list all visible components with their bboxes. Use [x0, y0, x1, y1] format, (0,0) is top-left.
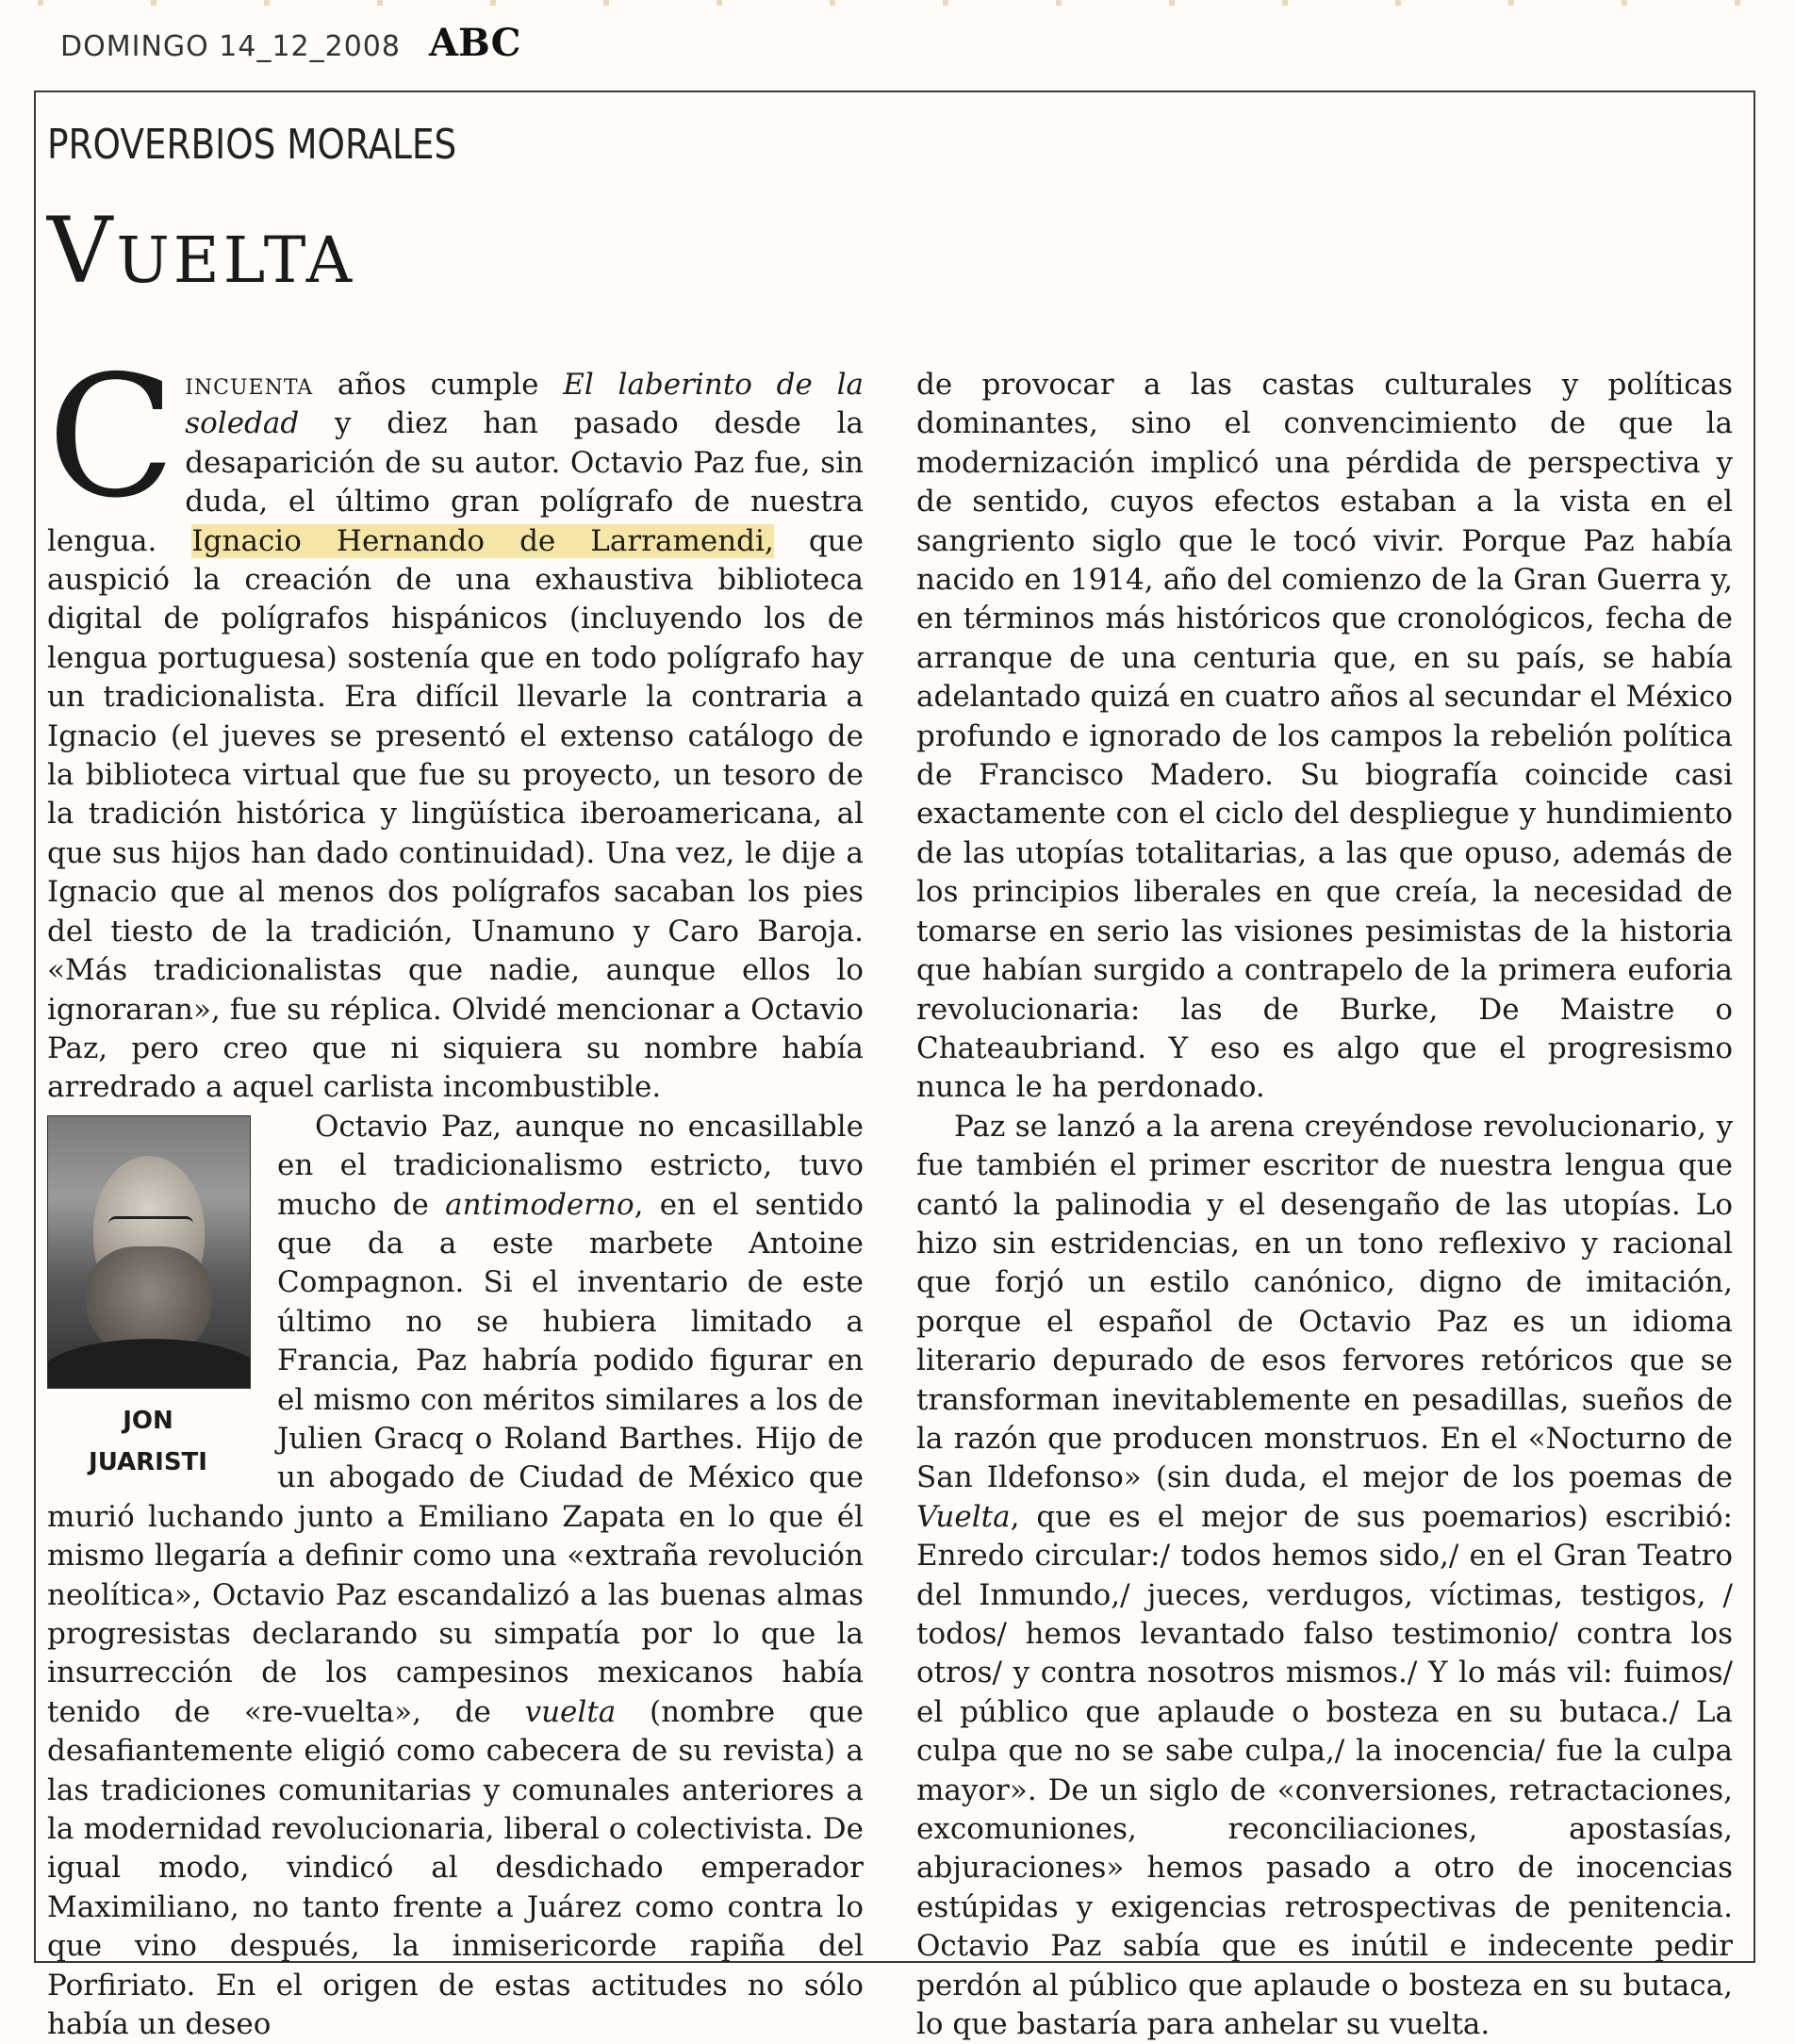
- author-last-name: JUARISTI: [89, 1447, 207, 1476]
- drop-cap: C: [47, 339, 176, 535]
- column-left: [47, 339, 865, 2044]
- author-byline: [47, 1400, 249, 1483]
- paragraph-4: [916, 1108, 1733, 2044]
- newspaper-logo: ABC: [428, 21, 521, 65]
- author-box: [47, 1115, 258, 1483]
- top-border: [0, 0, 1795, 6]
- text-run: que auspició la creación de una exhaustiva biblioteca digital de polígrafos hispánicos (incluyendo los de lengua portuguesa) sostenía que en todo polígrafo hay un tradicionalista. Era difícil llevarle la contraria a Ignacio (el jueves se presentó el extenso catálogo de la biblioteca virtual que fue su proyecto, un tesoro de la tradición histórica y lingüística iberoamericana, al que sus hijos han dado continuidad). Una vez, le dije a Ignacio que al menos dos polígrafos sacaban los pies del tiesto de la tradición, Unamuno y Caro Baroja. «Más tradicionalistas que nadie, aunque ellos lo ignoraran», fue su réplica. Olvidé mencionar a Octavio Paz, pero creo que ni siquiera su nombre había arredrado a aquel carlista incombustible.: [47, 523, 864, 1105]
- column-right: [916, 366, 1733, 2044]
- poem-book-title: Vuelta: [916, 1499, 1011, 1534]
- emphasis: antimoderno: [445, 1187, 634, 1222]
- emphasis: vuelta: [524, 1694, 617, 1729]
- author-first-name: JON: [123, 1406, 173, 1435]
- section-title: PROVERBIOS MORALES: [47, 121, 457, 169]
- text-run: años cumple: [313, 368, 564, 402]
- author-photo: [47, 1115, 251, 1389]
- paragraph-1: [47, 339, 864, 1108]
- text-run: , que es el mejor de sus poemarios) escribió: Enredo circular:/ todos hemos sido,/ en el Gran Teatro del Inmundo,/ jueces, verdugos, víctimas, testigos, / todos/ hemos levantado falso testimonio/ contra los otros/ y contra nosotros mismos./ Y lo más vil: fuimos/ el público que aplaude o bosteza en su butaca./ La culpa que no se sabe culpa,/ la inocencia/ fue la culpa mayor». De un siglo de «conversiones, retractaciones, excomuniones, reconciliaciones, apostasías, abjuraciones» hemos pasado a otro de inocencias estúpidas y exigencias retrospectivas de penitencia. Octavio Paz sabía que es inútil e indecente pedir perdón al público que aplaude o bosteza en su butaca, lo que bastaría para anhelar su vuelta.: [916, 1499, 1733, 2042]
- masthead: [60, 21, 520, 77]
- headline: Vuelta: [47, 198, 356, 304]
- text-run: Paz se lanzó a la arena creyéndose revolucionario, y fue también el primer escritor de nuestra lengua que cantó la palinodia y el desengaño de las utopías. Lo hizo sin estridencias, en un tono reflexivo y racional que forjó un estilo canónico, digno de imitación, porque el español de Octavio Paz es un idioma literario depurado de esos fervores retóricos que se transforman inevitablemente en pesadillas, sueños de la razón que producen monstruos. En el «Nocturno de San Ildefonso» (sin duda, el mejor de los poemas de: [916, 1109, 1733, 1495]
- highlighted-name: Ignacio Hernando de Larramendi,: [191, 523, 774, 558]
- text-run: (nombre que desafiantemente eligió como cabecera de su revista) a las tradiciones comunitarias y comunales anteriores a la modernidad revolucionaria, liberal o colectivista. De igual modo, vindicó al desdichado emperador Maximiliano, no tanto frente a Juárez como contra lo que vino después, la inmisericorde rapiña del Porfiriato. En el origen de estas actitudes no sólo había un deseo: [47, 1694, 864, 2042]
- paragraph-3: de provocar a las castas culturales y políticas dominantes, sino el convencimiento de que la modernización implicó una pérdida de perspectiva y de sentido, cuyos efectos estaban a la vista en el sangriento siglo que le tocó vivir. Porque Paz había nacido en 1914, año del comienzo de la Gran Guerra y, en términos más históricos que cronológicos, fecha de arranque de una centuria que, en su país, se había adelantado quizá en cuatro años al secundar el México profundo e ignorado de los campos la rebelión política de Francisco Madero. Su biografía coincide casi exactamente con el ciclo del despliegue y hundimiento de las utopías totalitarias, a las que opuso, además de los principios liberales en que creía, la necesidad de tomarse en serio las visiones pesimistas de la historia que habían surgido a contrapelo de la primera euforia revolucionaria: las de Burke, De Maistre o Chateaubriand. Y eso es algo que el progresismo nunca le ha perdonado.: [916, 368, 1733, 1105]
- text-run: Octavio Paz, aunque no encasillable en el tradicionalismo estricto, tuvo mucho de: [277, 1109, 864, 1222]
- issue-date: DOMINGO 14_12_2008: [60, 30, 401, 63]
- text-run: , en el sentido que da a este marbete Antoine Compagnon. Si el inventario de este último no se hubiera limitado a Francia, Paz habría podido figurar en el mismo con méritos similares a los de Julien Gracq o Roland Barthes. Hijo de un abogado de Ciudad de México que murió luchando junto a Emiliano Zapata en lo que él mismo llegaría a definir como una «extraña revolución neolítica», Octavio Paz escandalizó a las buenas almas progresistas declarando su simpatía por lo que la insurrección de los campesinos mexicanos había tenido de «re-vuelta», de: [47, 1187, 865, 1729]
- text-run: y diez han pasado desde la desaparición de su autor. Octavio Paz fue, sin duda, el último gran polígrafo de nuestra lengua.: [47, 406, 864, 558]
- lead-word: incuenta: [185, 368, 314, 402]
- book-title: El laberinto de la soledad: [185, 368, 864, 441]
